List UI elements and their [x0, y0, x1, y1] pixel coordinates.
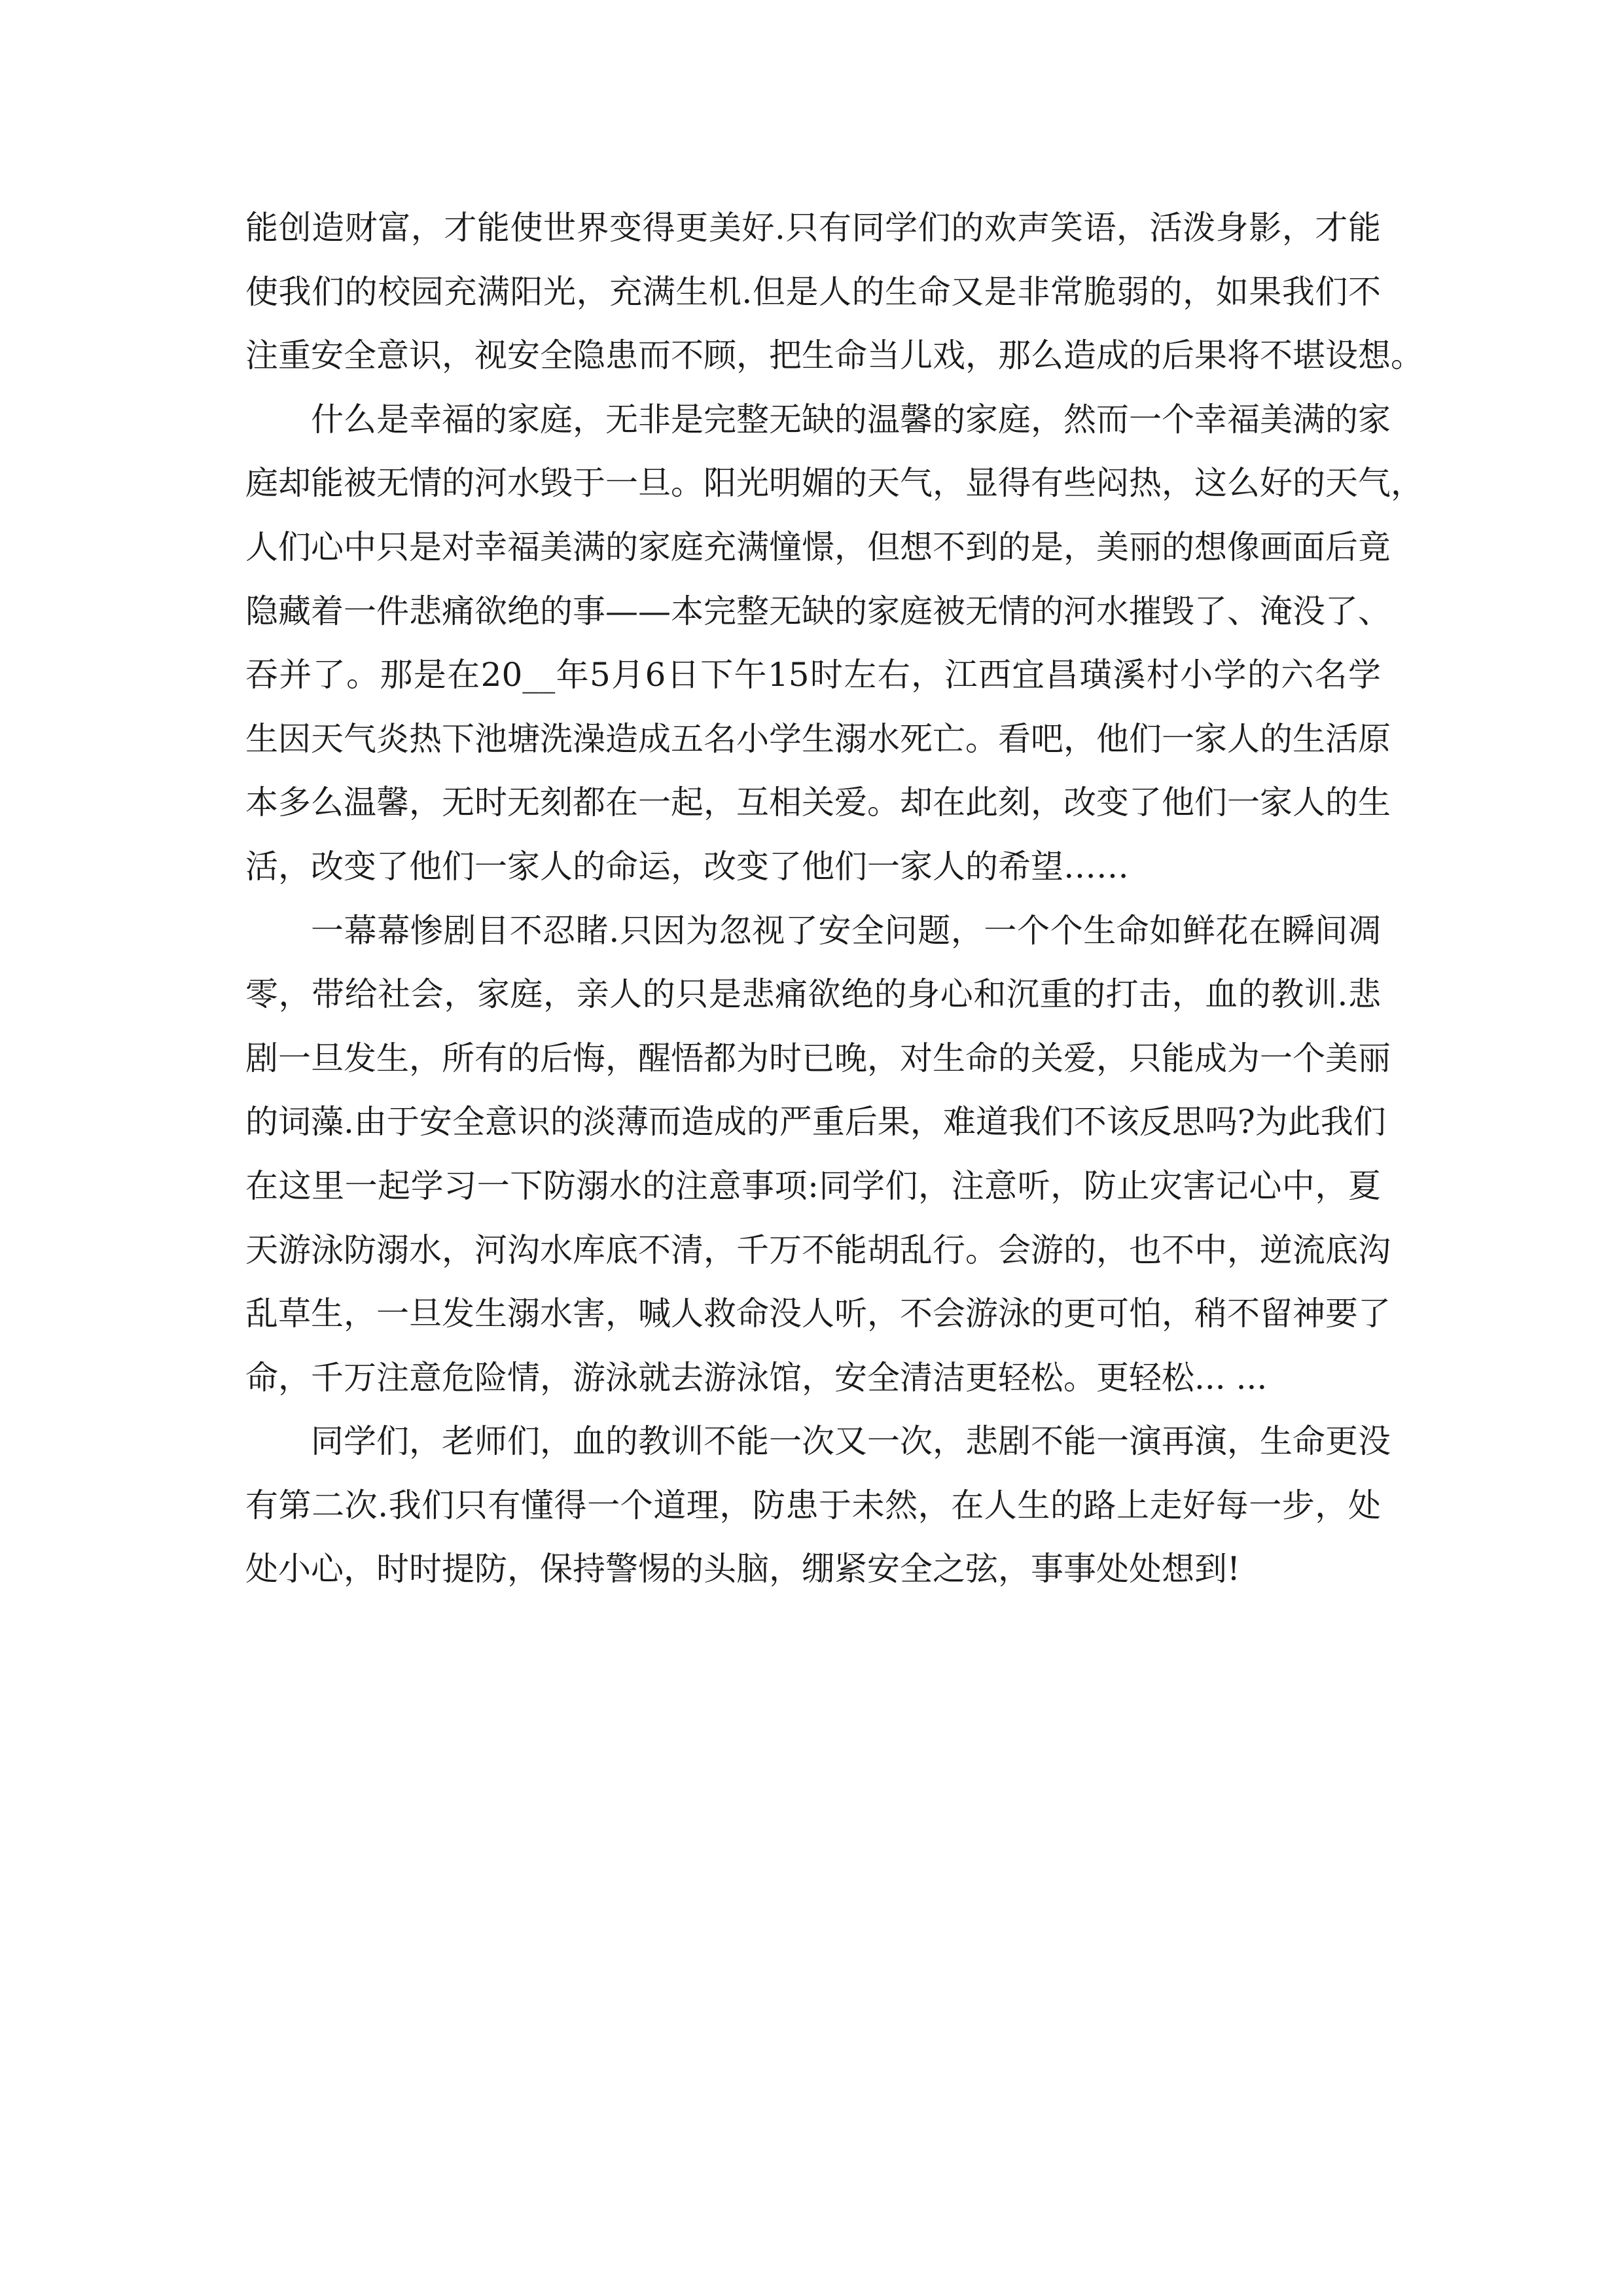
text-line: 隐藏着一件悲痛欲绝的事——本完整无缺的家庭被无情的河水摧毁了、淹没了、 — [245, 592, 1391, 630]
text-line: 乱草生，一旦发生溺水害，喊人救命没人听，不会游泳的更可怕，稍不留神要了 — [245, 1295, 1391, 1333]
text-line: 使我们的校园充满阳光，充满生机.但是人的生命又是非常脆弱的，如果我们不 — [245, 272, 1381, 311]
text-line: 人们心中只是对幸福美满的家庭充满憧憬，但想不到的是，美丽的想像画面后竟 — [245, 528, 1391, 566]
text-line: 吞并了。那是在20__年5月6日下午15时左右，江西宜昌璜溪村小学的六名学 — [245, 656, 1381, 694]
text-line: 注重安全意识，视安全隐患而不顾，把生命当儿戏，那么造成的后果将不堪设想。 — [245, 336, 1423, 375]
text-line: 同学们，老师们，血的教训不能一次又一次，悲剧不能一演再演，生命更没 — [311, 1422, 1391, 1461]
paragraph — [245, 388, 1423, 899]
text-line: 在这里一起学习一下防溺水的注意事项:同学们，注意听，防止灾害记心中，夏 — [245, 1166, 1381, 1205]
text-line: 本多么温馨，无时无刻都在一起，互相关爱。却在此刻，改变了他们一家人的生 — [245, 783, 1391, 822]
text-line: 能创造财富，才能使世界变得更美好.只有同学们的欢声笑语，活泼身影，才能 — [245, 209, 1381, 247]
paragraph — [245, 899, 1391, 1410]
text-line: 处小心，时时提防，保持警惕的头脑，绷紧安全之弦，事事处处想到! — [245, 1550, 1241, 1588]
text-line: 天游泳防溺水，河沟水库底不清，千万不能胡乱行。会游的，也不中，逆流底沟 — [245, 1230, 1391, 1269]
text-line: 一幕幕惨剧目不忍睹.只因为忽视了安全问题，一个个生命如鲜花在瞬间凋 — [311, 911, 1381, 950]
text-line: 什么是幸福的家庭，无非是完整无缺的温馨的家庭，然而一个幸福美满的家 — [311, 400, 1391, 439]
text-line: 命，千万注意危险情，游泳就去游泳馆，安全清洁更轻松。更轻松... ... — [245, 1358, 1268, 1397]
paragraph — [245, 1410, 1391, 1602]
text-line: 的词藻.由于安全意识的淡薄而造成的严重后果，难道我们不该反思吗?为此我们 — [245, 1103, 1386, 1141]
text-line: 剧一旦发生，所有的后悔，醒悟都为时已晚，对生命的关爱，只能成为一个美丽 — [245, 1039, 1391, 1077]
text-line: 活，改变了他们一家人的命运，改变了他们一家人的希望…… — [245, 847, 1129, 886]
text-line: 生因天气炎热下池塘洗澡造成五名小学生溺水死亡。看吧，他们一家人的生活原 — [245, 719, 1391, 758]
paragraph — [245, 196, 1423, 388]
text-line: 有第二次.我们只有懂得一个道理，防患于未然，在人生的路上走好每一步，处 — [245, 1486, 1381, 1524]
text-line: 庭却能被无情的河水毁于一旦。阳光明媚的天气，显得有些闷热，这么好的天气， — [245, 464, 1423, 503]
body-text — [245, 196, 1423, 1602]
text-line: 零，带给社会，家庭，亲人的只是悲痛欲绝的身心和沉重的打击，血的教训.悲 — [245, 975, 1381, 1014]
